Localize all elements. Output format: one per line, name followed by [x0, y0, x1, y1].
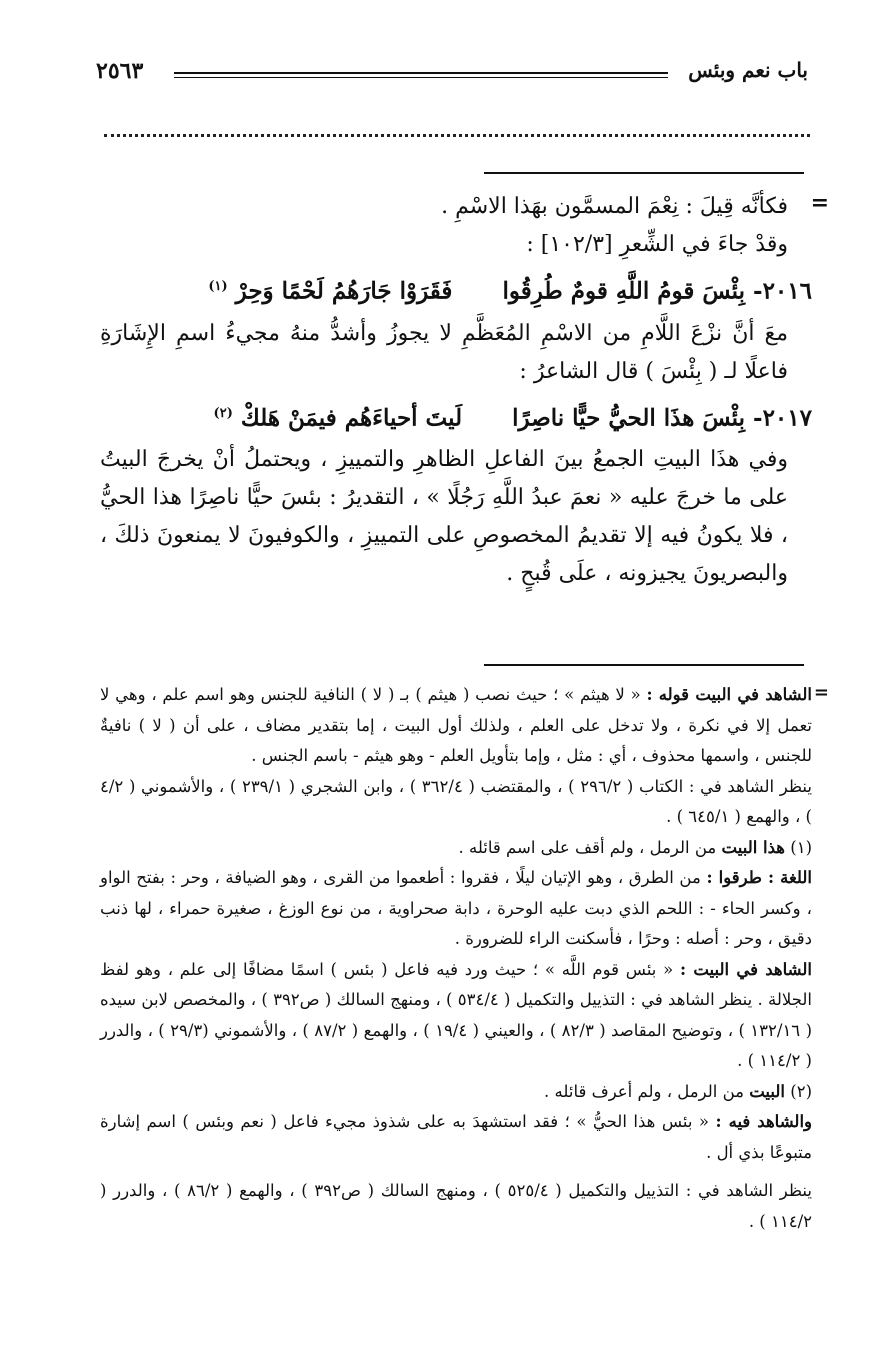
footnote-text: من الرمل ، ولم أقف على اسم قائله . [458, 837, 717, 857]
footnote-1-shahid [100, 955, 812, 1077]
footnotes [100, 680, 812, 1237]
verse-hemistich-first: بِئْسَ هذَا الحيُّ حيًّا ناصِرًا [512, 404, 746, 432]
footnote-text: من الرمل ، ولم أعرف قائله . [544, 1081, 744, 1101]
verse-2016 [100, 268, 812, 311]
note-text: « لا هيثم » ؛ حيث نصب ( هيثم ) بـ ( لا ) النافية للجنس وهو اسم علم ، وهي لا تعمل إلا في نكرة ، ولا تدخل على العلم ، ولذلك أول البيت ، إما بتقدير مضاف ، على أن ( لا ) نافيةٌ للجنس ، واسمها محذوف ، أي : مثل ، وإما بتأويل العلم - وهو هيثم - باسم الجنس . [100, 685, 812, 765]
footnote-label: البيت [749, 1081, 785, 1101]
note-label: الشاهد في البيت قوله : [646, 685, 812, 704]
main-line-2: وقدْ جاءَ في الشِّعرِ [١٠٢/٣] : [526, 232, 788, 257]
footnote-text: من الطرق ، وهو الإتيان ليلًا ، فقروا : أطعموا من القرى ، وهو الضيافة ، وحر : بفتح الواو ، وكسر الحاء - : اللحم الذي دبت عليه الوحرة ، دابة صحراوية ، من نوع الوزغ ، صغيرة حمراء ، لها ذنب دقيق ، وحر : أصله : وحرًا ، فأسكنت الراء للضرورة . [100, 868, 812, 948]
page-header [96, 58, 808, 92]
footnote-1-language [100, 863, 812, 955]
footnote-2 [100, 1077, 812, 1108]
running-title: باب نعم وبئس [688, 58, 808, 82]
verse-hemistich-second: فَقَرَوْا جَارَهُمُ لَحْمًا وَحِرْ [235, 277, 453, 305]
footnote-2-references: ينظر الشاهد في : التذييل والتكميل ( ٥٢٥/٤ ) ، ومنهج السالك ( ص٣٩٢ ) ، والهمع ( ٨٦/٢ ) ، والدرر ( ١١٤/٢ ) . [100, 1181, 812, 1231]
verse-2017 [100, 395, 812, 438]
footnote-number: (١) [790, 837, 812, 857]
main-paragraph-2: معَ أنَّ نزْعَ اللَّامِ من الاسْمِ المُعَظَّمِ لا يجوزُ وأشدُّ منهُ مجيءُ اسمِ الإِشَارَةِ فاعلًا لـ ( بِئْسَ ) قال الشاعرُ : [100, 320, 788, 384]
footnote-label: الشاهد في البيت : [680, 959, 812, 979]
verse-hemistich-second: لَيتَ أحياءَهُم فيمَنْ هَلكْ [240, 404, 463, 432]
footnote-text: « بئس هذا الحيُّ » ؛ فقد استشهدَ به على شذوذ مجيء فاعل ( نعم وبئس ) اسم إشارة متبوعًا بذي أل . [100, 1112, 812, 1162]
main-paragraph-3: وفي هذَا البيتِ الجمعُ بينَ الفاعلِ الظاهرِ والتمييزِ ، ويحتملُ أنْ يخرجَ البيتُ على ما خرجَ عليه « نعمَ عبدُ اللَّهِ رَجُلًا » ، التقديرُ : بئسَ حيًّا ناصِرًا هذا الحيُّ ، فلا يكونُ فيه إلا تقديمُ المخصوصِ على التمييزِ ، والكوفيونَ لا يمنعونَ ذلكَ ، والبصريونَ يجيزونه ، علَى قُبحٍ . [100, 447, 788, 587]
main-text [100, 188, 812, 593]
top-short-rule [484, 172, 804, 174]
note-continued [100, 680, 812, 772]
footnote-label: اللغة : طرقوا : [706, 868, 813, 887]
header-rule [174, 72, 668, 78]
footnote-text: « بئس قوم اللَّه » ؛ حيث ورد فيه فاعل ( بئس ) اسمًا مضافًا إلى علم ، وهو لفظ الجلالة . ينظر الشاهد في : التذييل والتكميل ( ٥٣٤/٤ ) ، ومنهج السالك ( ص٣٩٢ ) ، والمخصص لابن سيده ( ١٣٢/١٦ ) ، وتوضيح المقاصد ( ٨٢/٣ ) ، والعيني ( ١٩/٤ ) ، والهمع ( ٨٧/٢ ) ، والأشموني (٢٩/٣ ) ، والدرر ( ١١٤/٢ ) . [100, 959, 813, 1070]
continuation-mark-notes: = [813, 682, 829, 703]
note-references: ينظر الشاهد في : الكتاب ( ٢٩٦/٢ ) ، والمقتضب ( ٣٦٢/٤ ) ، وابن الشجري ( ٢٣٩/١ ) ، والأشموني ( ٤/٢ ) ، والهمع ( ٦٤٥/١ ) . [100, 776, 812, 826]
continuation-mark-main: = [810, 190, 829, 216]
verse-number: ٢٠١٧- [753, 404, 812, 432]
footnote-label: والشاهد فيه : [715, 1112, 812, 1131]
verse-hemistich-first: بِئْسَ قومُ اللَّهِ قومٌ طُرِقُوا [502, 277, 746, 305]
footnote-rule [484, 664, 804, 666]
footnote-label: هذا البيت [721, 837, 785, 857]
dotted-separator [104, 134, 810, 137]
footnote-2-shahid [100, 1107, 812, 1168]
page-number: ٢٥٦٣ [96, 58, 144, 84]
footnote-ref: (١) [208, 279, 228, 294]
footnote-1 [100, 833, 812, 864]
footnote-number: (٢) [790, 1081, 812, 1101]
footnote-ref: (٢) [213, 405, 233, 421]
verse-number: ٢٠١٦- [753, 277, 812, 305]
main-line-1: فكأنَّه قِيلَ : نِعْمَ المسمَّون بهَذا الاسْمِ . [441, 194, 788, 219]
